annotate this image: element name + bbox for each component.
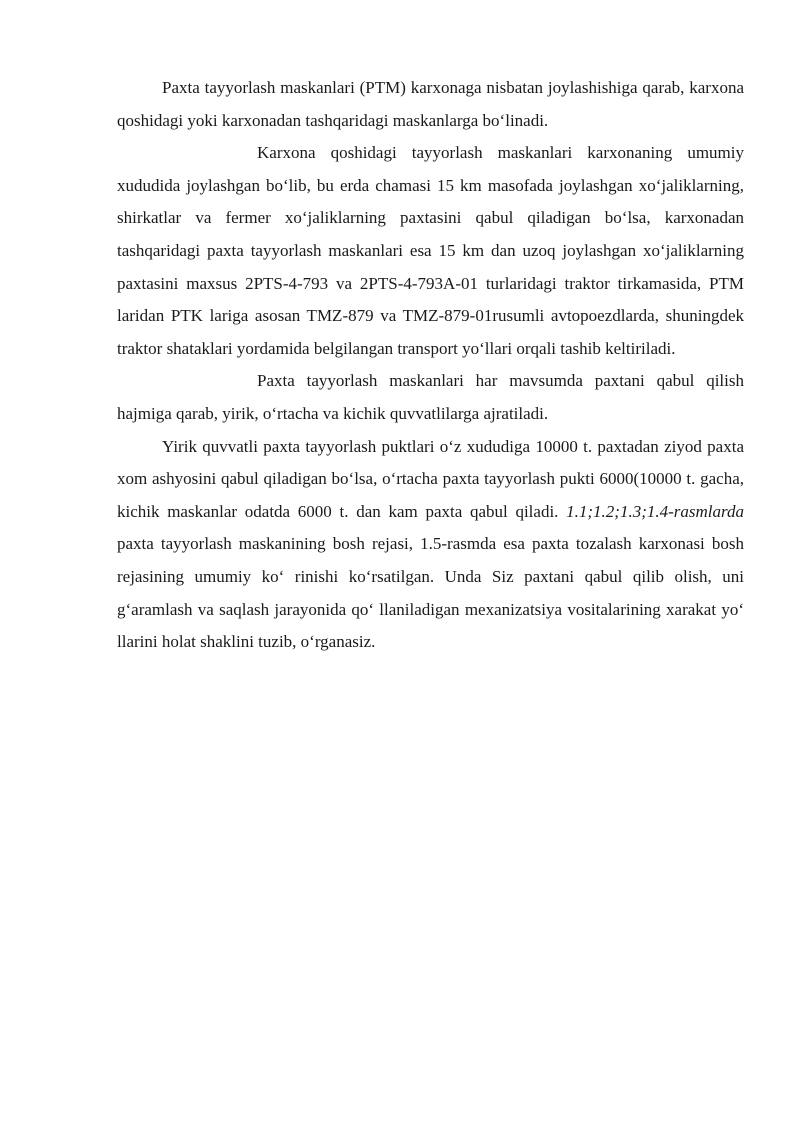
- paragraph-capacity-details: [117, 431, 744, 659]
- paragraph-text: Paxta tayyorlash maskanlari (PTM) karxonaga nisbatan joylashishiga qarab, karxona qoshidagi yoki karxonadan tashqaridagi maskanlarga bo‘linadi.: [117, 78, 744, 130]
- paragraph-text-end: paxta tayyorlash maskanining bosh rejasi, 1.5-rasmda esa paxta tozalash karxonasi bosh rejasining umumiy ko‘ rinishi ko‘rsatilgan. Unda Siz paxtani qabul qilib olish, uni g‘aramlash va saqlash jarayonida qo‘ llaniladigan mexanizatsiya vositalarining xarakat yo‘ llarini holat shaklini tuzib, o‘rganasiz.: [117, 534, 744, 652]
- figure-reference: 1.1;1.2;1.3;1.4-rasmlarda: [566, 501, 744, 521]
- paragraph-text: Karxona qoshidagi tayyorlash maskanlari karxonaning umumiy xududida joylashgan bo‘lib, bu erda chamasi 15 km masofada joylashgan xo‘jaliklarning, shirkatlar va fermer xo‘jaliklarning paxtasini qabul qiladigan bo‘lsa, karxonadan tashqaridagi paxta tayyorlash maskanlari esa 15 km dan uzoq joylashgan xo‘jaliklarning paxtasini maxsus 2PTS-4-793 va 2PTS-4-793A-01 turlaridagi traktor tirkamasida, PTM laridan PTK lariga asosan TMZ-879 va TMZ-879-01rusumli avtopoezdlarda, shuningdek traktor shataklari yordamida belgilangan transport yo‘llari orqali tashib keltiriladi.: [117, 143, 744, 358]
- paragraph-text: Paxta tayyorlash maskanlari har mavsumda paxtani qabul qilish hajmiga qarab, yirik, o‘rtacha va kichik quvvatlilarga ajratiladi.: [117, 371, 744, 423]
- paragraph-on-site-stations: [117, 137, 744, 365]
- paragraph-text-start: Yirik quvvatli paxta tayyorlash puktlari o‘z xududiga 10000 t. paxtadan ziyod paxta xom ashyosini qabul qiladigan bo‘lsa, o‘rtacha paxta tayyorlash pukti 6000(10000 t. gacha, kichik maskanlar odatda 6000 t. dan kam paxta qabul qiladi.: [117, 436, 744, 521]
- body-text: [117, 72, 744, 659]
- paragraph-capacity-classes: [117, 365, 744, 430]
- paragraph-ptm-classification: [117, 72, 744, 137]
